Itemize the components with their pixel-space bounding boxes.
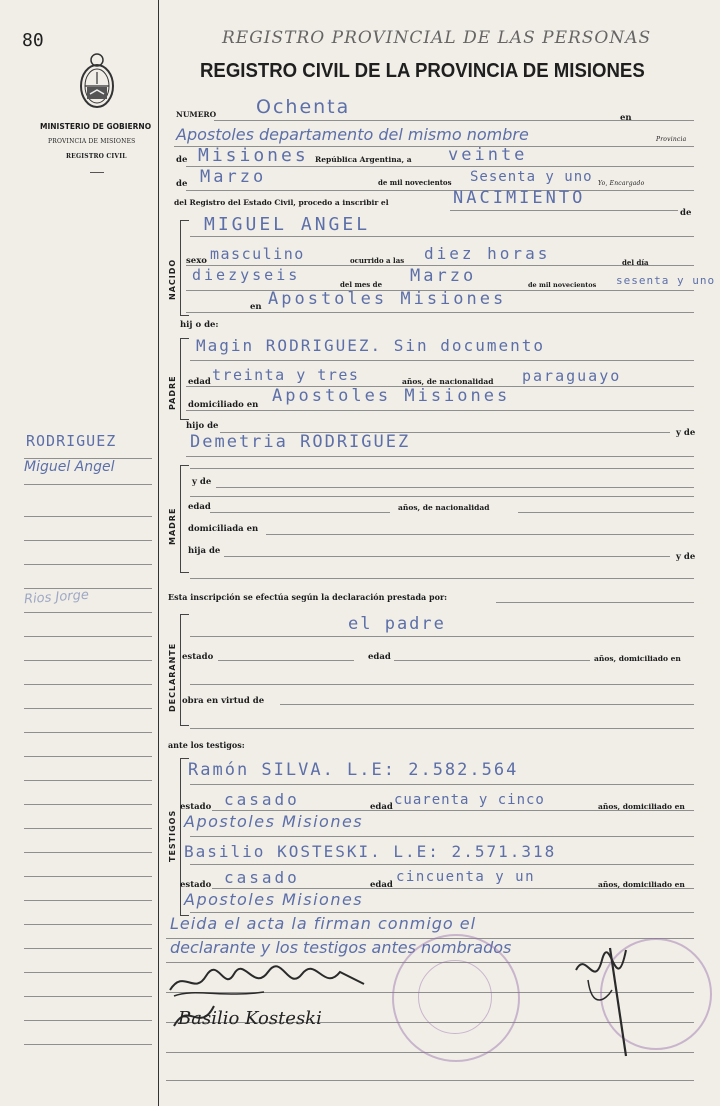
- de-label-2: de: [176, 179, 188, 189]
- margin-scribble: Rios Jorge: [23, 587, 90, 608]
- en-label: en: [620, 113, 632, 123]
- obra-label: obra en virtud de: [182, 696, 265, 706]
- province-label: PROVINCIA DE MISIONES: [48, 138, 136, 145]
- encargado-label: Yo, Encargado: [598, 180, 645, 187]
- witness1-age: cuarenta y cinco: [394, 792, 545, 808]
- padre-y-de-label: y de: [676, 428, 696, 438]
- margin-name: Miguel Angel: [24, 459, 115, 475]
- witness2-domicilio-label: años, domiciliado en: [598, 880, 685, 889]
- de-label: de: [176, 155, 188, 165]
- nacido-year-a: sesenta y uno: [616, 274, 716, 287]
- madre-hija-label: hija de: [188, 546, 221, 556]
- madre-edad-label: edad: [188, 502, 211, 512]
- signature-2: Basilio Kosteski: [170, 996, 380, 1036]
- nacido-bracket: [180, 220, 189, 316]
- nacido-name: MIGUEL ANGEL: [204, 214, 371, 235]
- del-dia-label: del día: [622, 258, 649, 267]
- nacido-place: Apostoles Misiones: [268, 289, 507, 309]
- sexo-value: masculino: [210, 245, 305, 263]
- margin-surname: RODRIGUEZ: [26, 432, 117, 450]
- nacido-mil-label: de mil novecientos: [528, 281, 597, 289]
- declarante-bracket: [180, 614, 189, 726]
- declarante-estado-label: estado: [182, 652, 214, 662]
- padre-label: PADRE: [168, 375, 177, 410]
- witness2-edad-label: edad: [370, 880, 393, 890]
- declarante-intro: Esta inscripción se efectúa según la declaración prestada por:: [168, 592, 448, 602]
- ocurrido-label: ocurrido a las: [350, 256, 405, 265]
- testigos-intro: ante los testigos:: [168, 740, 245, 750]
- place-value: Apostoles departamento del mismo nombre: [176, 125, 529, 144]
- madre-y-de-label: y de: [192, 477, 212, 487]
- sexo-label: sexo: [186, 256, 207, 266]
- signature-3: [566, 940, 646, 1060]
- declarante-label: DECLARANTE: [168, 642, 177, 712]
- closing-line2: declarante y los testigos antes nombrados: [170, 938, 512, 957]
- padre-domicilio-label: domiciliado en: [188, 400, 259, 410]
- padre-hijo-label: hijo de: [186, 421, 219, 431]
- provincia-label: Provincia: [656, 136, 687, 143]
- witness2-domicilio: Apostoles Misiones: [184, 890, 364, 909]
- nacido-label: NACIDO: [168, 258, 177, 300]
- de2-label: de: [680, 208, 692, 218]
- witness2-estado-label: estado: [180, 880, 212, 890]
- padre-edad-label: edad: [188, 377, 211, 387]
- act-value: NACIMIENTO: [453, 188, 586, 208]
- witness2-name: Basilio KOSTESKI. L.E: 2.571.318: [184, 842, 557, 861]
- month-value: Marzo: [200, 167, 267, 187]
- madre-domicilio-label: domiciliada en: [188, 524, 259, 534]
- witness1-name: Ramón SILVA. L.E: 2.582.564: [188, 760, 519, 780]
- margin-divider: [158, 0, 159, 1106]
- numero-value: Ochenta: [256, 96, 351, 118]
- witness1-edad-label: edad: [370, 802, 393, 812]
- padre-nacionalidad-label: años, de nacionalidad: [402, 377, 494, 386]
- testigos-label: TESTIGOS: [168, 809, 177, 862]
- nacido-day: diezyseis: [192, 266, 301, 284]
- witness2-estado: casado: [224, 868, 300, 887]
- padre-age: treinta y tres: [212, 366, 360, 384]
- hour-value: diez horas: [424, 244, 551, 263]
- madre-nacionalidad-label: años, de nacionalidad: [398, 503, 490, 512]
- padre-nationality: paraguayo: [522, 367, 622, 385]
- province-value: Misiones: [198, 145, 309, 166]
- witness1-domicilio-label: años, domiciliado en: [598, 802, 685, 811]
- declarante-edad-label: edad: [368, 652, 391, 662]
- nacido-month: Marzo: [410, 266, 477, 286]
- madre-bracket: [180, 465, 189, 573]
- ministry-label: MINISTERIO DE GOBIERNO: [40, 122, 152, 131]
- witness1-estado-label: estado: [180, 802, 212, 812]
- page-number: 80: [22, 30, 44, 51]
- madre-label: MADRE: [168, 507, 177, 545]
- padre-parent: Demetria RODRIGUEZ: [190, 432, 411, 452]
- mil-label: de mil novecientos: [378, 178, 452, 187]
- closing-line1: Leida el acta la firman conmigo el: [170, 914, 477, 933]
- registro-label: del Registro del Estado Civil, procedo a inscribir el: [174, 198, 389, 207]
- day-value: veinte: [448, 145, 528, 165]
- coat-of-arms-icon: [76, 50, 118, 110]
- nacido-en-label: en: [250, 302, 262, 312]
- republica-label: República Argentina, a: [315, 155, 412, 164]
- year-value: Sesenta y uno: [470, 169, 593, 185]
- main-title: REGISTRO CIVIL DE LA PROVINCIA DE MISIONES: [200, 60, 645, 82]
- registry-label: REGISTRO CIVIL: [66, 153, 127, 160]
- witness1-domicilio: Apostoles Misiones: [184, 812, 364, 831]
- numero-label: NUMERO: [176, 110, 217, 119]
- padre-domicilio: Apostoles Misiones: [272, 386, 511, 406]
- hijo-label: hij o de:: [180, 320, 219, 330]
- official-stamp-left-inner: [418, 960, 492, 1034]
- declarante-value: el padre: [348, 614, 446, 634]
- witness1-estado: casado: [224, 790, 300, 809]
- witness2-age: cincuenta y un: [396, 869, 536, 885]
- madre-y-de2-label: y de: [676, 552, 696, 562]
- mes-label: del mes de: [340, 280, 383, 289]
- stamped-title: REGISTRO PROVINCIAL DE LAS PERSONAS: [222, 28, 652, 48]
- declarante-domicilio-label: años, domiciliado en: [594, 654, 681, 663]
- padre-name: Magin RODRIGUEZ. Sin documento: [196, 336, 545, 355]
